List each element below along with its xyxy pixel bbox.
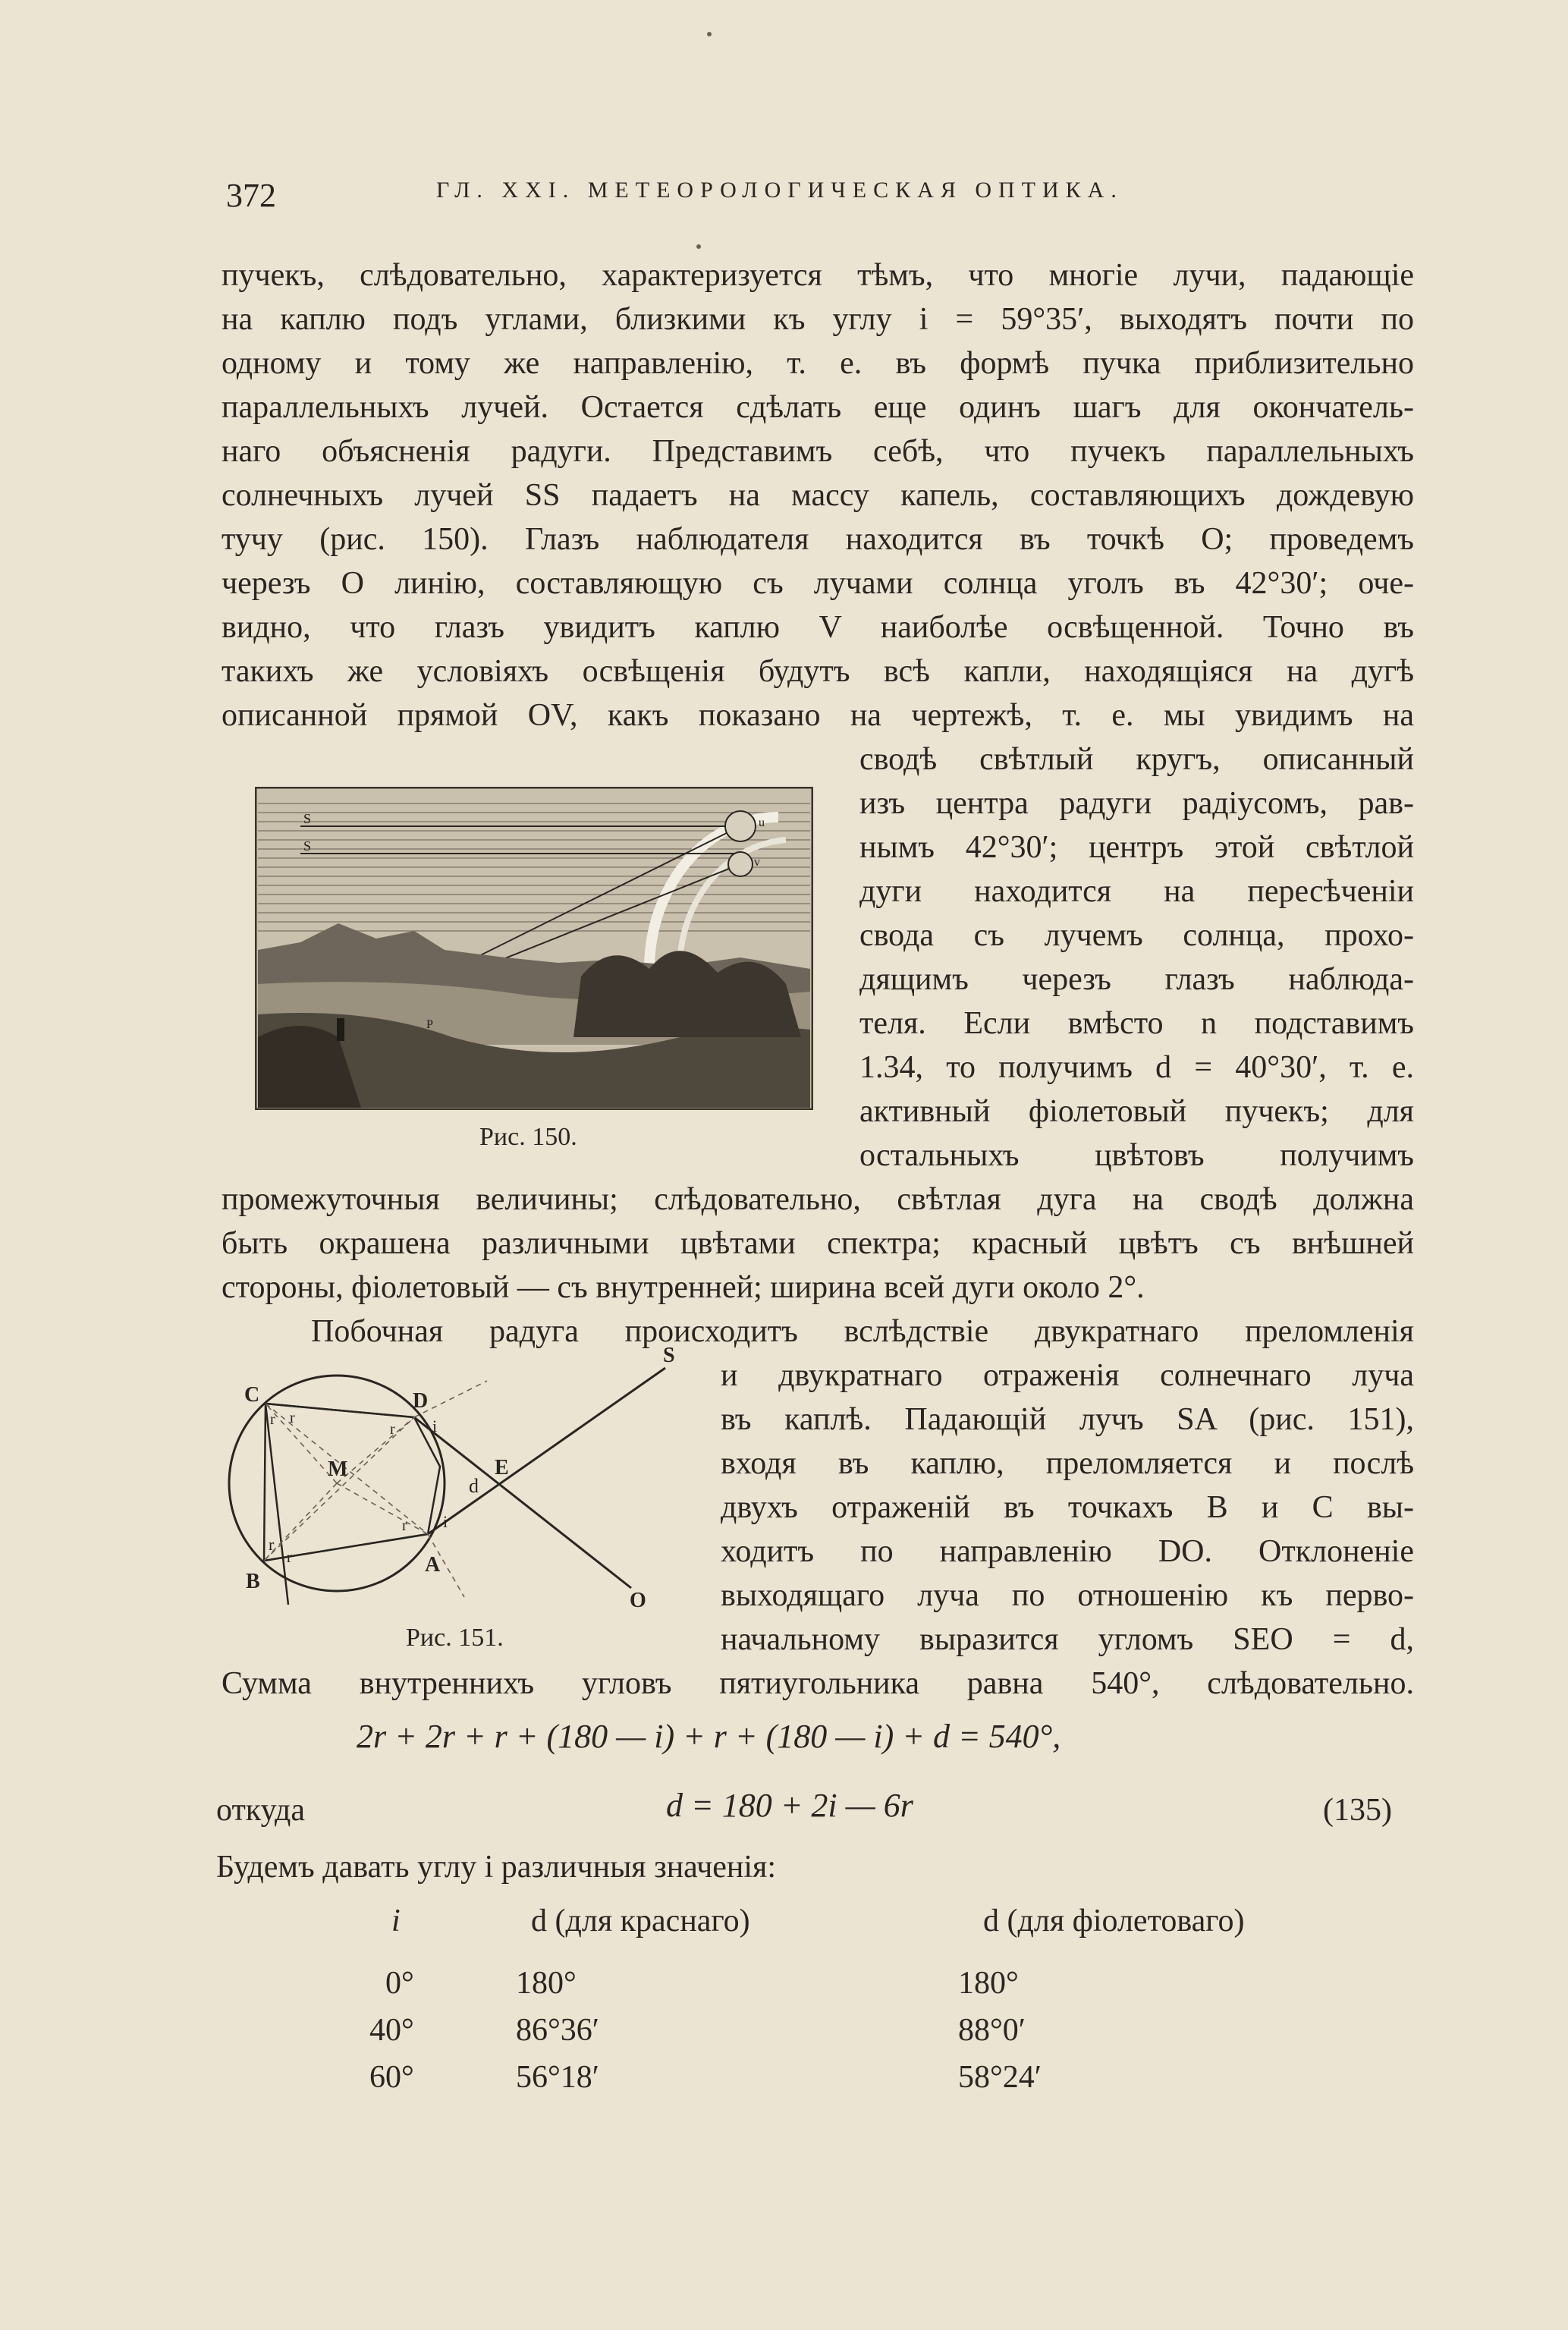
text-line: солнечныхъ лучей SS падаетъ на массу капель, составляющихъ дождевую <box>222 478 1414 513</box>
text-line: сводѣ свѣтлый кругъ, описанный <box>859 742 1414 777</box>
table-cell: 180° <box>958 1966 1019 2001</box>
label-i1: i <box>432 1417 438 1435</box>
table-cell: 0° <box>385 1966 414 2001</box>
figure-150-rainbow-landscape <box>255 787 813 1110</box>
label-r4: r <box>269 1535 275 1554</box>
text-line: нымъ 42°30′; центръ этой свѣтлой <box>859 830 1414 865</box>
text-line: быть окрашена различными цвѣтами спектра; красный цвѣтъ съ внѣшней <box>222 1226 1414 1261</box>
text-line: описанной прямой OV, какъ показано на чертежѣ, т. е. мы увидимъ на <box>222 698 1414 733</box>
paper-speck <box>707 32 712 36</box>
label-O: O <box>630 1589 646 1612</box>
text-line: остальныхъ цвѣтовъ получимъ <box>859 1138 1414 1173</box>
table-cell: 180° <box>516 1966 577 2001</box>
text-line: на каплю подъ углами, близкими къ углу i = 59°35′, выходятъ почти по <box>222 302 1414 337</box>
label-v: v <box>754 856 760 869</box>
text-line: ходитъ по направленію DO. Отклоненіе <box>721 1534 1414 1569</box>
text-line: начальному выразится угломъ SEO = d, <box>721 1622 1414 1657</box>
label-D: D <box>413 1389 429 1413</box>
text-line: черезъ O линію, составляющую съ лучами солнца уголъ въ 42°30′; оче- <box>222 566 1414 601</box>
text-line: параллельныхъ лучей. Остается сдѣлать еще одинъ шагъ для окончатель- <box>222 390 1414 425</box>
label-d: d <box>469 1475 479 1497</box>
label-r3: r <box>390 1421 395 1438</box>
text-line: 1.34, то получимъ d = 40°30′, т. е. <box>859 1050 1414 1085</box>
text-line: выходящаго луча по отношенію къ перво- <box>721 1578 1414 1613</box>
figure-150-caption: Рис. 150. <box>479 1123 577 1151</box>
label-r2: r <box>290 1410 295 1426</box>
table-cell: 60° <box>369 2060 414 2095</box>
label-s1: S <box>303 811 312 826</box>
label-r5: r <box>287 1549 292 1566</box>
text-line: одному и тому же направленію, т. е. въ формѣ пучка приблизительно <box>222 346 1414 381</box>
text-line: и двукратнаго отраженія солнечнаго луча <box>721 1358 1414 1393</box>
label-C: C <box>244 1383 260 1407</box>
table-cell: 86°36′ <box>516 2013 599 2048</box>
label-i2: i <box>443 1512 448 1531</box>
label-p: P <box>426 1018 433 1031</box>
text-line: дуги находится на пересѣченіи <box>859 874 1414 909</box>
label-r6: r <box>402 1517 407 1534</box>
page-number: 372 <box>226 177 276 214</box>
table-intro: Будемъ давать углу i различныя значенія: <box>216 1850 777 1885</box>
label-B: B <box>246 1570 260 1593</box>
text-line: Побочная радуга происходитъ вслѣдствіе двукратнаго преломленія <box>311 1314 1414 1349</box>
table-cell: 58°24′ <box>958 2060 1042 2095</box>
table-header-red: d (для краснаго) <box>531 1904 750 1939</box>
text-line: свода съ лучемъ солнца, прохо- <box>859 918 1414 953</box>
running-header: ГЛ. XXI. МЕТЕОРОЛОГИЧЕСКАЯ ОПТИКА. <box>436 178 1123 203</box>
text-line: въ каплѣ. Падающій лучъ SA (рис. 151), <box>721 1402 1414 1437</box>
label-M: M <box>328 1457 348 1481</box>
formula-label: откуда <box>216 1793 305 1828</box>
text-line: такихъ же условіяхъ освѣщенія будутъ всѣ капли, находящіяся на дугѣ <box>222 654 1414 689</box>
label-A: A <box>425 1553 441 1577</box>
figure-151-caption: Рис. 151. <box>406 1624 504 1652</box>
equation-number: (135) <box>1323 1793 1392 1828</box>
text-line: двухъ отраженій въ точкахъ B и C вы- <box>721 1490 1414 1525</box>
text-line: изъ центра радуги радіусомъ, рав- <box>859 786 1414 821</box>
label-u: u <box>759 816 765 829</box>
formula-angle-sum: 2r + 2r + r + (180 — i) + r + (180 — i) + d = 540°, <box>357 1718 1061 1755</box>
text-line: наго объясненія радуги. Представимъ себѣ, что пучекъ параллельныхъ <box>222 434 1414 469</box>
formula-deviation: d = 180 + 2i — 6r <box>666 1787 913 1824</box>
table-cell: 56°18′ <box>516 2060 599 2095</box>
text-line: входя въ каплю, преломляется и послѣ <box>721 1446 1414 1481</box>
text-line: дящимъ черезъ глазъ наблюда- <box>859 962 1414 997</box>
text-line: тучу (рис. 150). Глазъ наблюдателя находится въ точкѣ O; проведемъ <box>222 522 1414 557</box>
figure-151-raindrop-diagram <box>214 1347 707 1620</box>
text-line: видно, что глазъ увидитъ каплю V наиболѣе освѣщенной. Точно въ <box>222 610 1414 645</box>
table-header-violet: d (для фіолетоваго) <box>983 1904 1245 1939</box>
text-line: промежуточныя величины; слѣдовательно, свѣтлая дуга на сводѣ должна <box>222 1182 1414 1217</box>
table-cell: 40° <box>369 2013 414 2048</box>
text-line: пучекъ, слѣдовательно, характеризуется тѣмъ, что многіе лучи, падающіе <box>222 258 1414 293</box>
label-r1: r <box>270 1411 275 1428</box>
text-line: стороны, фіолетовый — съ внутренней; ширина всей дуги около 2°. <box>222 1270 1145 1305</box>
table-cell: 88°0′ <box>958 2013 1026 2048</box>
text-line: активный фіолетовый пучекъ; для <box>859 1094 1414 1129</box>
table-header-i: i <box>391 1904 401 1939</box>
label-E: E <box>495 1456 509 1479</box>
label-s2: S <box>303 838 312 854</box>
text-line: теля. Если вмѣсто n подставимъ <box>859 1006 1414 1041</box>
text-line: Сумма внутреннихъ угловъ пятиугольника равна 540°, слѣдовательно. <box>222 1666 1414 1701</box>
paper-speck <box>696 244 701 249</box>
label-S: S <box>663 1347 675 1367</box>
